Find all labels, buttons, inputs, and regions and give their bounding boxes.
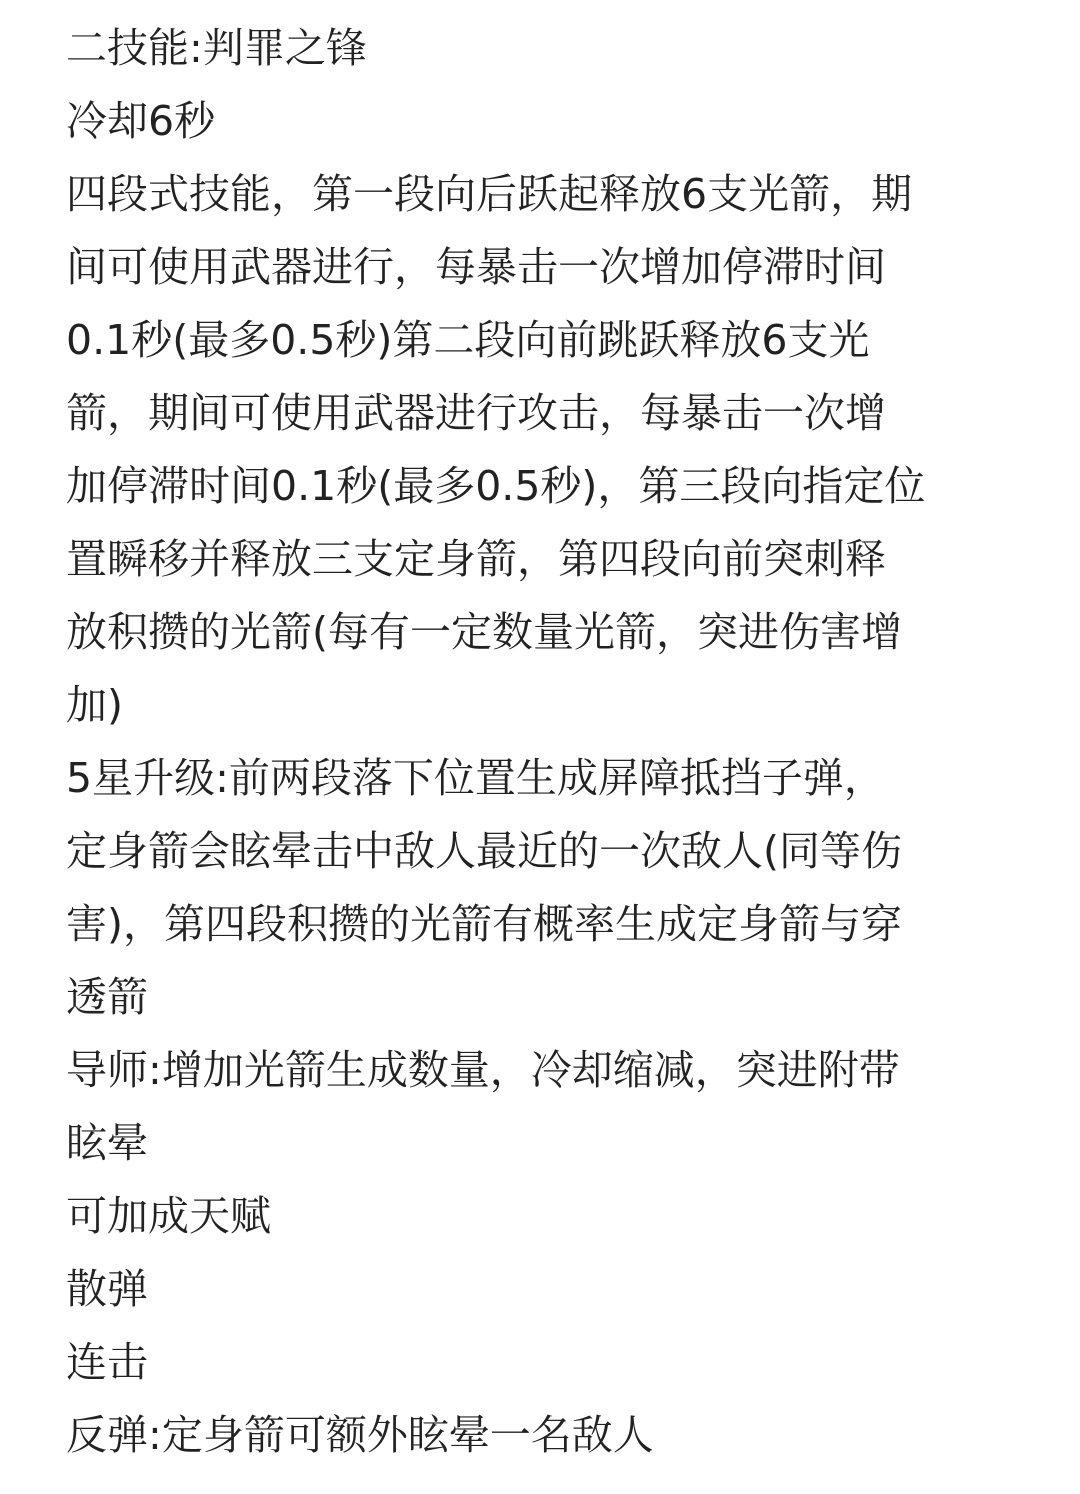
document-body	[66, 12, 1016, 1472]
mentor-line: 眩晕	[66, 1119, 148, 1167]
description-line: 置瞬移并释放三支定身箭，第四段向前突刺释	[66, 535, 886, 583]
cooldown-text: 冷却6秒	[66, 97, 216, 145]
upgrade-line: 5星升级:前两段落下位置生成屏障抵挡子弹，	[66, 754, 885, 802]
upgrade-line: 定身箭会眩晕击中敌人最近的一次敌人(同等伤	[66, 827, 902, 875]
talent-item: 反弹:定身箭可额外眩晕一名敌人	[66, 1411, 654, 1459]
talent-heading: 可加成天赋	[66, 1192, 271, 1240]
upgrade-line: 透箭	[66, 973, 148, 1021]
description-line: 放积攒的光箭(每有一定数量光箭，突进伤害增	[66, 608, 902, 656]
mentor-line: 导师:增加光箭生成数量，冷却缩减，突进附带	[66, 1046, 900, 1094]
description-line: 四段式技能，第一段向后跃起释放6支光箭，期	[66, 170, 913, 218]
description-line: 加停滞时间0.1秒(最多0.5秒)，第三段向指定位	[66, 462, 926, 510]
description-line: 间可使用武器进行，每暴击一次增加停滞时间	[66, 243, 886, 291]
skill-title: 二技能:判罪之锋	[66, 24, 367, 72]
description-line: 0.1秒(最多0.5秒)第二段向前跳跃释放6支光	[66, 316, 870, 364]
talent-item: 散弹	[66, 1265, 148, 1313]
description-line: 箭，期间可使用武器进行攻击，每暴击一次增	[66, 389, 886, 437]
talent-item: 连击	[66, 1338, 148, 1386]
description-line: 加)	[66, 681, 123, 729]
upgrade-line: 害)，第四段积攒的光箭有概率生成定身箭与穿	[66, 900, 902, 948]
